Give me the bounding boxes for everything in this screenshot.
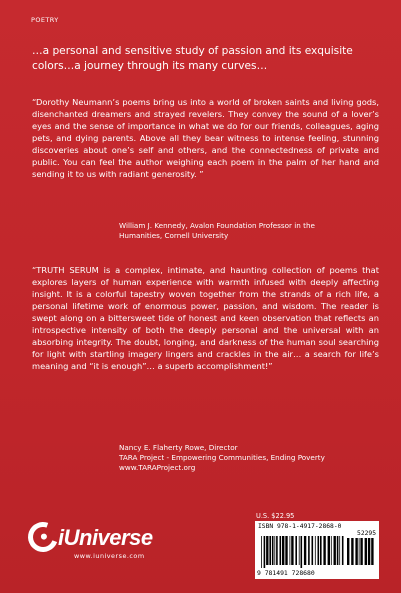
barcode-bar — [266, 536, 268, 565]
attribution-line: William J. Kennedy, Avalon Foundation Professor in the — [119, 221, 315, 230]
publisher-url: www.iuniverse.com — [74, 552, 145, 560]
barcode-bar — [304, 536, 306, 565]
swirl-logo-icon — [23, 517, 63, 557]
barcode-bar — [320, 536, 322, 565]
review-attribution-2 — [119, 443, 379, 473]
barcode-bar — [301, 536, 303, 568]
barcode-bar — [269, 536, 271, 565]
barcode-bar — [295, 536, 297, 565]
attribution-line: TARA Project - Empowering Communities, Ending Poverty — [119, 453, 325, 462]
barcode-bar — [312, 536, 314, 565]
barcode-bar — [315, 536, 316, 565]
barcode-bar — [272, 536, 274, 565]
barcode-bar — [290, 536, 291, 565]
barcode-bar — [351, 538, 353, 565]
barcode-bar — [285, 536, 287, 565]
barcode-bar — [359, 538, 360, 565]
review-quote-2: “TRUTH SERUM is a complex, intimate, and haunting collection of poems that explores layers of human experience with warmth infused with deeply affecting insight. It is a colorful tapestry woven together from the strands of a rich life, a personal lifetime work of enormous power, passion, and wisdom. The reader is swept along on a bittersweet tide of honest and keen observation that reflects an introspective intensity of both the deeply personal and the universal with an absorbing integrity. The doubt, longing, and darkness of the human soul searching for light with startling imagery lingers and crackles in the air… a search for life’s meaning and “it is enough”… a superb accomplishment!” — [32, 265, 379, 371]
barcode-bar — [261, 536, 262, 568]
attribution-line: www.TARAProject.org — [119, 463, 196, 472]
barcode-bar — [360, 538, 362, 565]
barcode-bar — [355, 538, 357, 565]
barcode-bar — [291, 536, 293, 565]
barcode-digits: 9 781491 728680 — [257, 569, 315, 577]
publisher-name: iUniverse — [58, 525, 153, 550]
publisher-logo — [28, 520, 173, 564]
attribution-line: Humanities, Cornell University — [119, 231, 229, 240]
isbn: ISBN 978-1-4917-2868-0 — [258, 523, 342, 530]
price: U.S. $22.95 — [256, 512, 295, 520]
barcode-bar — [334, 536, 336, 565]
barcode-bar — [347, 538, 349, 565]
barcode-bar — [342, 536, 344, 565]
barcode-bar — [282, 536, 284, 565]
barcode-bar — [368, 538, 370, 565]
barcode-bar — [280, 536, 282, 565]
review-quote-1: “Dorothy Neumann’s poems bring us into a world of broken saints and living gods, disenchanted dreamers and strayed revelers. They convey the sound of a lover’s eyes and the sense of importance in what we do for our friends, colleagues, aging pets, and dying parents. Above all they bear witness to intense feeling, stunning discoveries about one’s self and others, and the connectedness of private and public. You can feel the author weighing each poem in the palm of her hand and sending it to us with radiant generosity. ” — [32, 97, 379, 179]
barcode-bar — [365, 538, 367, 565]
barcode — [255, 521, 379, 579]
review-attribution-1 — [119, 221, 379, 241]
barcode-bar — [323, 536, 325, 565]
category-label: POETRY — [31, 16, 59, 24]
barcode-addon-number: 52295 — [357, 530, 376, 537]
barcode-bar — [337, 536, 339, 565]
barcode-bar — [299, 536, 300, 565]
tagline: …a personal and sensitive study of passion and its exquisite colors…a journey through its many curves… — [32, 45, 353, 72]
barcode-bar — [318, 536, 320, 565]
attribution-line: Nancy E. Flaherty Rowe, Director — [119, 443, 238, 452]
barcode-bar — [276, 536, 278, 565]
addon-barcode-bars-icon — [347, 538, 375, 568]
barcode-bar — [371, 538, 373, 565]
barcode-bars-icon — [261, 536, 345, 568]
barcode-bar — [331, 536, 332, 565]
barcode-bar — [339, 536, 340, 565]
barcode-bar — [308, 536, 310, 565]
barcode-bar — [264, 536, 266, 568]
barcode-bar — [328, 536, 330, 565]
barcode-bar — [274, 536, 275, 565]
